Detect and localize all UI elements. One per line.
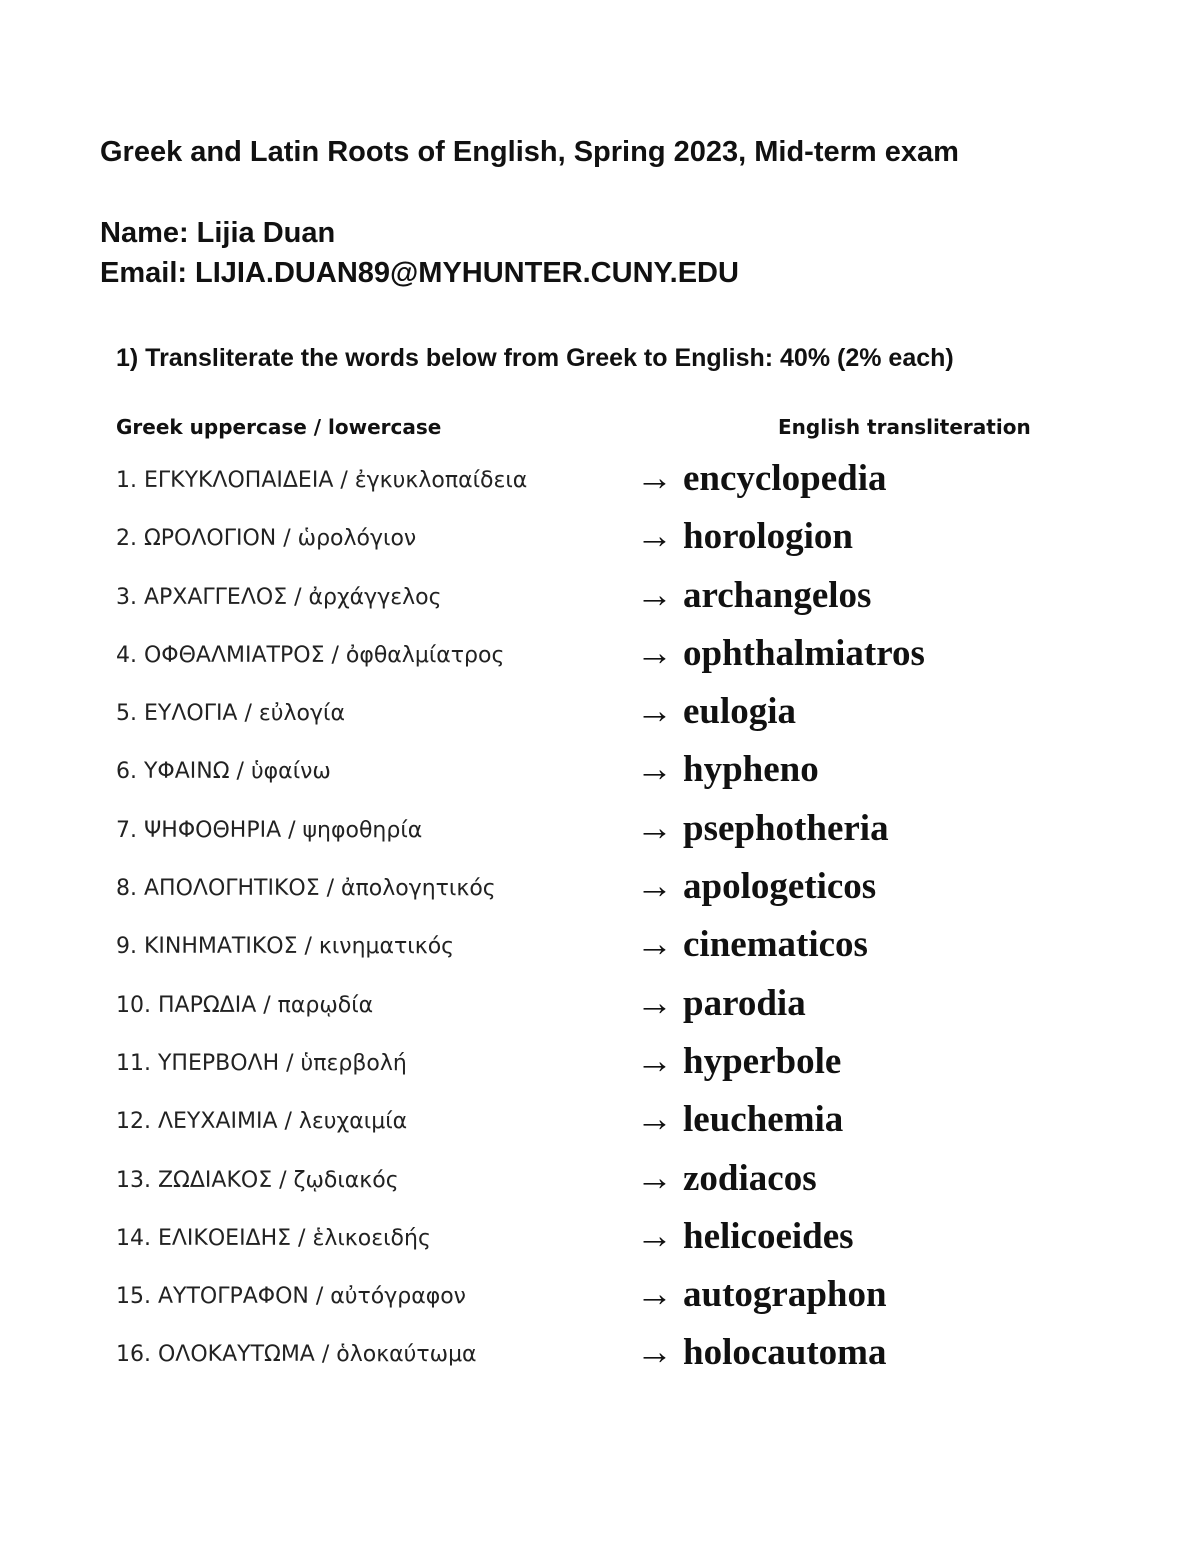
transliteration-answer <box>636 458 886 500</box>
answer-text: horologion <box>683 516 853 558</box>
transliteration-answer <box>636 1041 841 1083</box>
list-item <box>0 450 1200 508</box>
greek-word: 11. ΥΠΕΡΒΟΛΗ / ὑπερβολή <box>116 1050 407 1076</box>
arrow-right-icon: → <box>636 982 673 1024</box>
column-header-english: English transliteration <box>778 415 1031 439</box>
arrow-right-icon: → <box>636 1040 673 1082</box>
arrow-right-icon: → <box>636 866 673 908</box>
email-value: LIJIA.DUAN89@MYHUNTER.CUNY.EDU <box>195 257 739 289</box>
list-item <box>0 916 1200 974</box>
list-item <box>0 1091 1200 1149</box>
answer-text: encyclopedia <box>683 458 887 499</box>
answer-text: apologeticos <box>683 866 877 908</box>
greek-word: 12. ΛΕΥΧΑΙΜΙΑ / λευχαιμία <box>116 1109 408 1135</box>
answer-text: holocautoma <box>683 1332 887 1374</box>
arrow-right-icon: → <box>636 691 673 733</box>
greek-word: 6. ΥΦΑΙΝΩ / ὑφαίνω <box>116 759 331 785</box>
transliteration-answer <box>636 1332 887 1374</box>
arrow-right-icon: → <box>636 924 673 966</box>
arrow-right-icon: → <box>636 458 673 499</box>
transliteration-answer <box>636 575 871 617</box>
list-item <box>0 741 1200 799</box>
name-label: Name: <box>100 217 189 249</box>
answer-text: zodiacos <box>683 1157 817 1199</box>
email-label: Email: <box>100 257 188 289</box>
transliteration-answer <box>636 691 796 733</box>
greek-word: 3. ΑΡΧΑΓΓΕΛΟΣ / ἀρχάγγελος <box>116 584 442 610</box>
arrow-right-icon: → <box>636 1215 673 1257</box>
transliteration-answer <box>636 808 889 850</box>
arrow-right-icon: → <box>636 632 673 674</box>
arrow-right-icon: → <box>636 574 673 616</box>
arrow-right-icon: → <box>636 1157 673 1199</box>
answer-text: ophthalmiatros <box>683 632 925 674</box>
exam-title: Greek and Latin Roots of English, Spring 2023, Mid-term exam <box>100 136 959 168</box>
answer-text: parodia <box>683 982 806 1024</box>
list-item <box>0 1208 1200 1266</box>
greek-word: 13. ΖΩΔΙΑΚΟΣ / ζῳδιακός <box>116 1167 399 1193</box>
greek-word: 7. ΨΗΦΟΘΗΡΙΑ / ψηφοθηρία <box>116 817 423 843</box>
list-item <box>0 1150 1200 1208</box>
transliteration-answer <box>636 1216 854 1258</box>
greek-word: 10. ΠΑΡΩΔΙΑ / παρῳδία <box>116 992 374 1018</box>
list-item <box>0 508 1200 566</box>
answer-text: cinematicos <box>683 924 868 966</box>
answer-text: helicoeides <box>683 1215 854 1257</box>
answer-text: autographon <box>683 1274 887 1316</box>
list-item <box>0 1324 1200 1382</box>
transliteration-answer <box>636 866 876 908</box>
greek-word: 15. ΑΥΤΟΓΡΑΦΟΝ / αὐτόγραφον <box>116 1284 466 1310</box>
transliteration-answer <box>636 983 806 1025</box>
list-item <box>0 858 1200 916</box>
list-item <box>0 1266 1200 1324</box>
greek-word: 9. ΚΙΝΗΜΑΤΙΚΟΣ / κινηματικός <box>116 934 455 960</box>
list-item <box>0 567 1200 625</box>
transliteration-answer <box>636 749 819 791</box>
answer-text: archangelos <box>683 574 872 616</box>
name-value: Lijia Duan <box>196 217 336 249</box>
answer-text: hyperbole <box>683 1040 842 1082</box>
arrow-right-icon: → <box>636 1332 673 1374</box>
answer-text: hypheno <box>683 749 819 791</box>
list-item <box>0 975 1200 1033</box>
greek-word: 16. ΟΛΟΚΑΥΤΩΜΑ / ὁλοκαύτωμα <box>116 1342 477 1368</box>
greek-word: 14. ΕΛΙΚΟΕΙΔΗΣ / ἑλικοειδής <box>116 1225 431 1251</box>
arrow-right-icon: → <box>636 1274 673 1316</box>
arrow-right-icon: → <box>636 807 673 849</box>
greek-word: 4. ΟΦΘΑΛΜΙΑΤΡΟΣ / ὀφθαλμίατρος <box>116 642 505 668</box>
transliteration-answer <box>636 1099 843 1141</box>
question-heading: 1) Transliterate the words below from Greek to English: 40% (2% each) <box>116 344 954 372</box>
list-item <box>0 683 1200 741</box>
greek-word: 2. ΩΡΟΛΟΓΙΟΝ / ὡρολόγιον <box>116 526 417 552</box>
student-name-line <box>100 213 335 253</box>
arrow-right-icon: → <box>636 1099 673 1141</box>
transliteration-answer <box>636 1158 817 1200</box>
transliteration-answer <box>636 1274 887 1316</box>
transliteration-answer <box>636 924 868 966</box>
answer-text: leuchemia <box>683 1099 844 1141</box>
transliteration-list <box>0 450 1200 1383</box>
answer-text: eulogia <box>683 691 797 733</box>
greek-word: 8. ΑΠΟΛΟΓΗΤΙΚΟΣ / ἀπολογητικός <box>116 876 496 902</box>
arrow-right-icon: → <box>636 516 673 558</box>
transliteration-answer <box>636 516 853 558</box>
student-email-line <box>100 253 739 293</box>
column-header-greek: Greek uppercase / lowercase <box>116 415 442 439</box>
greek-word: 1. ΕΓΚΥΚΛΟΠΑΙΔΕΙΑ / ἐγκυκλοπαίδεια <box>116 468 528 493</box>
list-item <box>0 625 1200 683</box>
list-item <box>0 800 1200 858</box>
list-item <box>0 1033 1200 1091</box>
transliteration-answer <box>636 633 925 675</box>
arrow-right-icon: → <box>636 749 673 791</box>
answer-text: psephotheria <box>683 807 889 849</box>
greek-word: 5. ΕΥΛΟΓΙΑ / εὐλογία <box>116 701 345 727</box>
